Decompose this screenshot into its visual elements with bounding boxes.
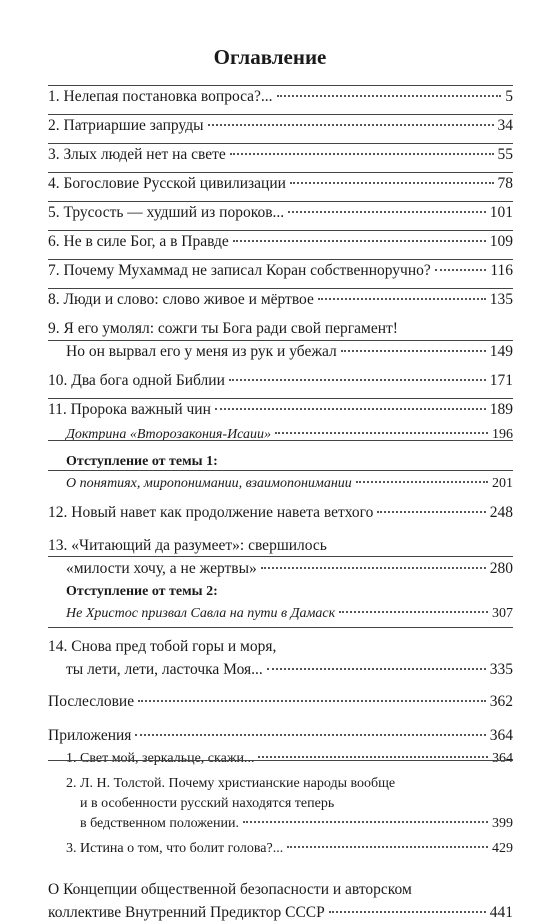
page-number: 335 bbox=[489, 661, 513, 678]
page-number: 116 bbox=[490, 262, 513, 279]
toc-subentry: Доктрина «Второзакония-Исаии» 196 bbox=[48, 423, 513, 446]
toc-entry-1: 1. Нелепая постановка вопроса?... 5 bbox=[48, 85, 513, 108]
page-number: 34 bbox=[497, 117, 513, 134]
page-number: 201 bbox=[492, 476, 513, 491]
toc-entry-9: 9. Я его умолял: сожги ты Бога ради свой пергамент! Но он вырвал его у меня из рук и убежал 149 bbox=[48, 317, 513, 363]
page-number: 441 bbox=[489, 904, 513, 921]
page-number: 5 bbox=[505, 88, 513, 105]
dot-leader bbox=[339, 611, 488, 613]
divider bbox=[48, 259, 513, 260]
page-number: 101 bbox=[489, 204, 513, 221]
toc-subentry: Не Христос призвал Савла на пути в Дамаск 307 bbox=[48, 602, 513, 625]
page-number: 135 bbox=[489, 291, 513, 308]
toc-entry-4: 4. Богословие Русской цивилизации 78 bbox=[48, 172, 513, 195]
dot-leader bbox=[267, 668, 486, 670]
dot-leader bbox=[243, 821, 488, 823]
dot-leader bbox=[288, 211, 486, 213]
dot-leader bbox=[258, 756, 488, 758]
page-number: 364 bbox=[492, 751, 513, 766]
toc-subentry: О понятиях, миропонимании, взаимопонимании 201 bbox=[48, 472, 513, 495]
dot-leader bbox=[277, 95, 502, 97]
digression-heading-2: Отступление от темы 2: bbox=[66, 584, 218, 599]
dot-leader bbox=[261, 567, 486, 569]
toc-entry-5: 5. Трусость — худший из пороков... 101 bbox=[48, 201, 513, 224]
divider bbox=[48, 627, 513, 628]
dot-leader bbox=[287, 846, 488, 848]
dot-leader bbox=[341, 350, 486, 352]
divider bbox=[48, 760, 513, 761]
toc-entry-12: 12. Новый навет как продолжение навета ветхого 248 bbox=[48, 501, 513, 524]
toc-entry-7: 7. Почему Мухаммад не записал Коран собственноручно? 116 bbox=[48, 259, 513, 282]
page-title: Оглавление bbox=[213, 45, 327, 69]
page-number: 248 bbox=[489, 504, 513, 521]
toc-entry-2: 2. Патриаршие запруды 34 bbox=[48, 114, 513, 137]
toc-appendix-2: 2. Л. Н. Толстой. Почему христианские народы вообще и в особенности русский находятся теперь в бедственном положении. 399 bbox=[48, 774, 513, 834]
dot-leader bbox=[356, 481, 488, 483]
toc-entry-10: 10. Два бога одной Библии 171 bbox=[48, 369, 513, 392]
divider bbox=[48, 172, 513, 173]
dot-leader bbox=[275, 432, 488, 434]
dot-leader bbox=[229, 379, 486, 381]
page-number: 196 bbox=[492, 427, 513, 442]
dot-leader bbox=[138, 700, 486, 702]
divider bbox=[48, 143, 513, 144]
digression-heading-1: Отступление от темы 1: bbox=[66, 454, 218, 469]
page-number: 55 bbox=[497, 146, 513, 163]
dot-leader bbox=[290, 182, 494, 184]
divider bbox=[48, 288, 513, 289]
dot-leader bbox=[233, 240, 486, 242]
page-number: 189 bbox=[489, 401, 513, 418]
toc-entry-afterword: Послесловие 362 bbox=[48, 690, 513, 713]
toc-entry-about: О Концепции общественной безопасности и авторском коллективе Внутренний Предиктор СССР 441 bbox=[48, 878, 513, 924]
divider bbox=[48, 340, 513, 341]
dot-leader bbox=[215, 408, 486, 410]
page-number: 149 bbox=[489, 343, 513, 360]
toc-entry-appendices: Приложения 364 bbox=[48, 724, 513, 747]
page-number: 109 bbox=[489, 233, 513, 250]
divider bbox=[48, 230, 513, 231]
page-number: 362 bbox=[489, 693, 513, 710]
toc-entry-13: 13. «Читающий да разумеет»: свершилось «милости хочу, а не жертвы» 280 bbox=[48, 534, 513, 580]
dot-leader bbox=[329, 911, 486, 913]
dot-leader bbox=[135, 734, 485, 736]
divider bbox=[48, 114, 513, 115]
divider bbox=[48, 398, 513, 399]
dot-leader bbox=[377, 511, 485, 513]
dot-leader bbox=[230, 153, 494, 155]
dot-leader bbox=[435, 269, 487, 271]
table-of-contents bbox=[48, 85, 513, 924]
divider bbox=[48, 85, 513, 86]
toc-entry-11: 11. Пророка важный чин 189 bbox=[48, 398, 513, 421]
page-number: 307 bbox=[492, 606, 513, 621]
divider bbox=[48, 470, 513, 471]
page-number: 364 bbox=[489, 727, 513, 744]
page-number: 171 bbox=[489, 372, 513, 389]
toc-appendix-3: 3. Истина о том, что болит голова?... 429 bbox=[48, 839, 513, 859]
toc-entry-8: 8. Люди и слово: слово живое и мёртвое 135 bbox=[48, 288, 513, 311]
page-number: 429 bbox=[492, 841, 513, 856]
toc-entry-14: 14. Снова пред тобой горы и моря, ты лети, лети, ласточка Моя... 335 bbox=[48, 635, 513, 681]
dot-leader bbox=[208, 124, 494, 126]
toc-entry-6: 6. Не в силе Бог, а в Правде 109 bbox=[48, 230, 513, 253]
page-number: 280 bbox=[489, 560, 513, 577]
page-number: 78 bbox=[497, 175, 513, 192]
divider bbox=[48, 440, 513, 441]
toc-entry-3: 3. Злых людей нет на свете 55 bbox=[48, 143, 513, 166]
toc-appendix-1: 1. Свет мой, зеркальце, скажи... 364 bbox=[48, 749, 513, 769]
divider bbox=[48, 201, 513, 202]
page-number: 399 bbox=[492, 816, 513, 831]
dot-leader bbox=[318, 298, 486, 300]
divider bbox=[48, 556, 513, 557]
